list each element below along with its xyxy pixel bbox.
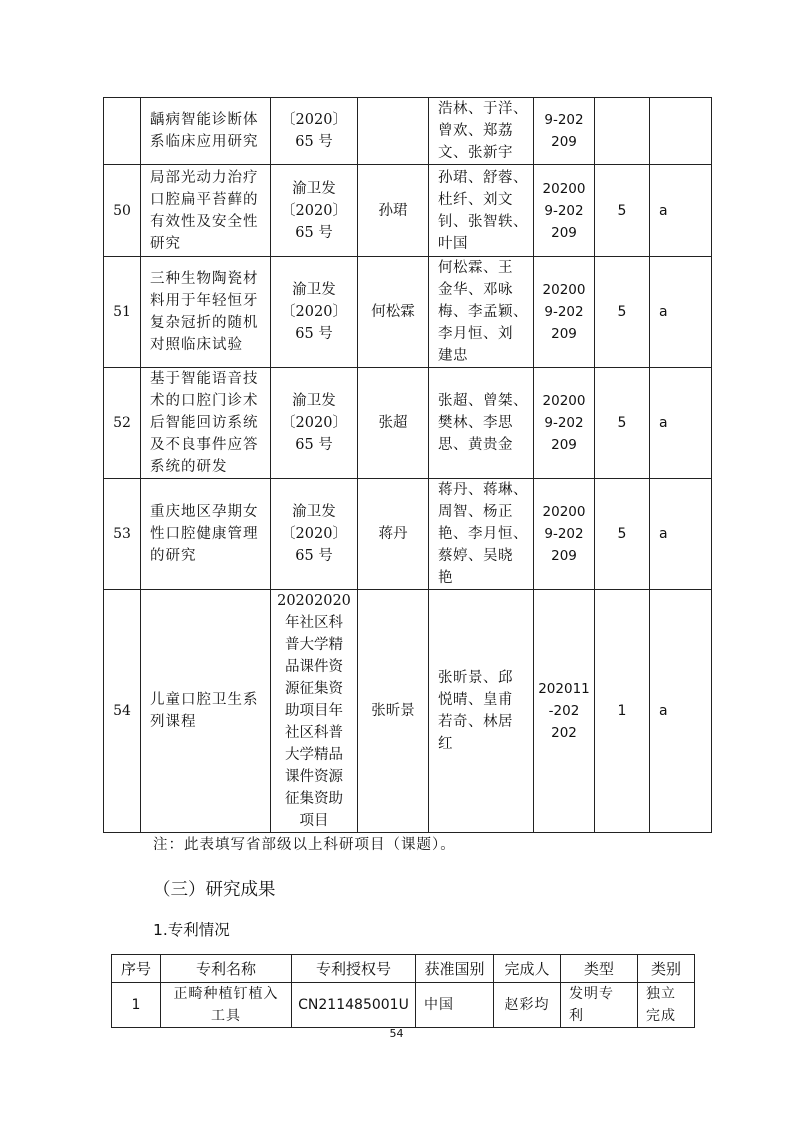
approval-document: 渝卫发 〔2020〕 65 号: [271, 368, 358, 479]
row-number: 52: [104, 368, 141, 479]
approval-document: 20202020 年社区科 普大学精 品课件资 源征集资 助项目年 社区科普 大学精品 课件资源 征集资助 项目: [271, 590, 358, 833]
project-grade: a: [650, 257, 712, 368]
column-header: 专利名称: [161, 955, 292, 983]
project-grade: a: [650, 165, 712, 257]
patent-type: 发明专 利: [561, 983, 638, 1028]
project-members: 孙珺、舒蓉、 杜纤、刘文 钊、张智轶、 叶国: [429, 165, 534, 257]
project-leader: 孙珺: [358, 165, 429, 257]
patent-inventor: 赵彩均: [494, 983, 561, 1028]
project-leader: 蒋丹: [358, 479, 429, 590]
project-score: 5: [595, 368, 650, 479]
column-header: 获准国别: [416, 955, 494, 983]
project-members: 蒋丹、蒋琳、 周智、杨正 艳、李月恒、 蔡婷、吴晓 艳: [429, 479, 534, 590]
column-header: 完成人: [494, 955, 561, 983]
project-period: 20200 9-202 209: [534, 165, 595, 257]
section-heading: （三）研究成果: [153, 880, 276, 900]
project-title: 重庆地区孕期女 性口腔健康管理 的研究: [141, 479, 271, 590]
table-row: [104, 479, 712, 590]
project-period: 9-202 209: [534, 98, 595, 165]
table-row: [104, 368, 712, 479]
project-period: 202011-202 202: [534, 590, 595, 833]
project-score: 1: [595, 590, 650, 833]
project-score: [595, 98, 650, 165]
project-title: 龋病智能诊断体 系临床应用研究: [141, 98, 271, 165]
project-title: 局部光动力治疗 口腔扁平苔藓的 有效性及安全性 研究: [141, 165, 271, 257]
project-members: 浩林、于洋、 曾欢、郑荔 文、张新宇: [429, 98, 534, 165]
approval-document: 〔2020〕 65 号: [271, 98, 358, 165]
column-header: 序号: [112, 955, 161, 983]
column-header: 专利授权号: [292, 955, 416, 983]
project-period: 20200 9-202 209: [534, 257, 595, 368]
project-score: 5: [595, 165, 650, 257]
row-number: 53: [104, 479, 141, 590]
subsection-heading: 1.专利情况: [153, 921, 230, 939]
project-table: [103, 97, 712, 833]
project-title: 儿童口腔卫生系 列课程: [141, 590, 271, 833]
project-leader: 张超: [358, 368, 429, 479]
project-grade: [650, 98, 712, 165]
approval-document: 渝卫发 〔2020〕 65 号: [271, 479, 358, 590]
table-header-row: [112, 955, 695, 983]
project-members: 何松霖、王 金华、邓咏 梅、李孟颖、 李月恒、刘 建忠: [429, 257, 534, 368]
project-grade: a: [650, 479, 712, 590]
project-leader: 张昕景: [358, 590, 429, 833]
table-row: [104, 165, 712, 257]
project-leader: [358, 98, 429, 165]
table-row: [104, 98, 712, 165]
project-grade: a: [650, 368, 712, 479]
page-number: 54: [389, 1027, 404, 1040]
row-number: 51: [104, 257, 141, 368]
project-members: 张超、曾桀、 樊林、李思 思、黄贵金: [429, 368, 534, 479]
patent-grant-number: CN211485001U: [292, 983, 416, 1028]
column-header: 类别: [638, 955, 695, 983]
row-number: [104, 98, 141, 165]
project-title: 三种生物陶瓷材 料用于年轻恒牙 复杂冠折的随机 对照临床试验: [141, 257, 271, 368]
approval-document: 渝卫发 〔2020〕 65 号: [271, 165, 358, 257]
patent-country: 中国: [416, 983, 494, 1028]
row-number: 54: [104, 590, 141, 833]
table-row: [104, 257, 712, 368]
project-period: 20200 9-202 209: [534, 368, 595, 479]
patent-name: 正畸种植钉植入 工具: [161, 983, 292, 1028]
table-row: [104, 590, 712, 833]
project-grade: a: [650, 590, 712, 833]
project-members: 张昕景、邱 悦晴、皇甫 若奇、林居 红: [429, 590, 534, 833]
approval-document: 渝卫发 〔2020〕 65 号: [271, 257, 358, 368]
patent-number-cell: 1: [112, 983, 161, 1028]
table-note: 注：此表填写省部级以上科研项目（课题）。: [153, 837, 456, 853]
column-header: 类型: [561, 955, 638, 983]
row-number: 50: [104, 165, 141, 257]
patent-table: [111, 954, 695, 1028]
project-score: 5: [595, 257, 650, 368]
table-row: [112, 983, 695, 1028]
project-score: 5: [595, 479, 650, 590]
project-title: 基于智能语音技 术的口腔门诊术 后智能回访系统 及不良事件应答 系统的研发: [141, 368, 271, 479]
project-period: 20200 9-202 209: [534, 479, 595, 590]
patent-category: 独立 完成: [638, 983, 695, 1028]
project-leader: 何松霖: [358, 257, 429, 368]
